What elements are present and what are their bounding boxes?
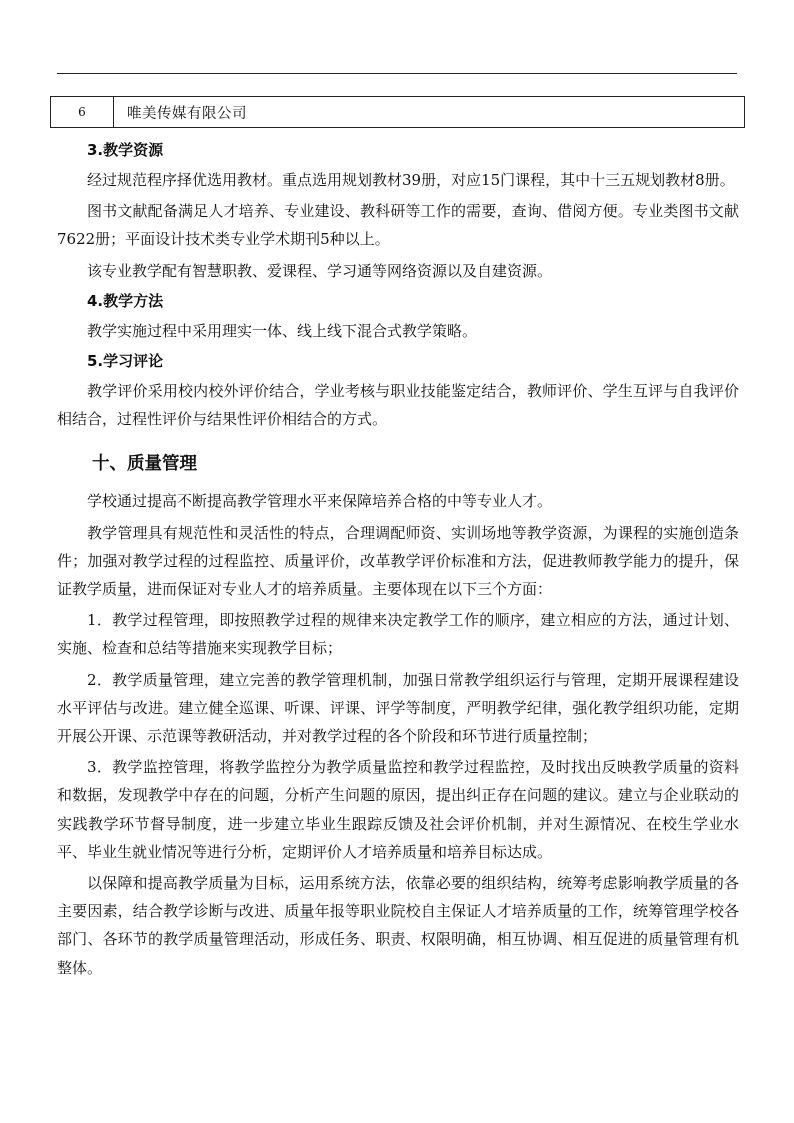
paragraph: 教学实施过程中采用理实一体、线上线下混合式教学策略。: [87, 321, 478, 340]
company-name: 唯美传媒有限公司: [127, 106, 247, 122]
paragraph: 教学管理具有规范性和灵活性的特点，合理调配师资、实训场地等教学资源，为课程的实施创造条件；加强对教学过程的过程监控、质量评价，改革教学评价标准和方法，促进教师教学能力的提升，保证教学质量，进而保证对专业人才的培养质量。主要体现在以下三个方面：: [57, 523, 739, 599]
list-item: 2．教学质量管理，建立完善的教学管理机制，加强日常教学组织运行与管理，定期开展课程建设水平评估与改进。建立健全巡课、听课、评课、评学等制度，严明教学纪律，强化教学组织功能，定期开展公开课、示范课等教研活动，并对教学过程的各个阶段和环节进行质量控制；: [57, 670, 739, 746]
list-item: 3．教学监控管理，将教学监控分为教学质量监控和教学过程监控，及时找出反映教学质量的资料和数据，发现教学中存在的问题，分析产生问题的原因，提出纠正存在问题的建议。建立与企业联动的实践教学环节督导制度，进一步建立毕业生跟踪反馈及社会评价机制，并对生源情况、在校生学业水平、毕业生就业情况等进行分析，定期评价人才培养质量和培养目标达成。: [57, 758, 739, 861]
paragraph: 图书文献配备满足人才培养、专业建设、教科研等工作的需要，查询、借阅方便。专业类图书文献7622册；平面设计技术类专业学术期刊5种以上。: [57, 202, 739, 249]
section-heading-teaching-methods: 4.教学方法: [87, 291, 164, 310]
list-item: 1．教学过程管理，即按照教学过程的规律来决定教学工作的顺序，建立相应的方法，通过计划、实施、检查和总结等措施来实现教学目标；: [57, 611, 739, 658]
section-heading-teaching-resources: 3.教学资源: [87, 141, 164, 159]
paragraph: 该专业教学配有智慧职教、爱课程、学习通等网络资源以及自建资源。: [87, 261, 553, 280]
row-number: 6: [51, 97, 114, 127]
chapter-heading-quality-management: 十、质量管理: [92, 454, 197, 475]
document-body: [57, 137, 739, 982]
paragraph: 经过规范程序择优选用教材。重点选用规划教材39册，对应15门课程，其中十三五规划教材8册。: [87, 171, 735, 189]
paragraph: 教学评价采用校内校外评价结合，学业考核与职业技能鉴定结合，教师评价、学生互评与自我评价相结合，过程性评价与结果性评价相结合的方式。: [57, 382, 739, 429]
section-heading-learning-evaluation: 5.学习评论: [87, 352, 164, 371]
paragraph: 学校通过提高不断提高教学管理水平来保障培养合格的中等专业人才。: [87, 492, 553, 511]
header-rule: [57, 73, 737, 74]
paragraph: 以保障和提高教学质量为目标，运用系统方法，依靠必要的组织结构，统筹考虑影响教学质量的各主要因素，结合教学诊断与改进、质量年报等职业院校自主保证人才培养质量的工作，统筹管理学校各部门、各环节的教学质量管理活动，形成任务、职责、权限明确，相互协调、相互促进的质量管理有机整体。: [57, 874, 739, 977]
table-row: [50, 96, 745, 128]
